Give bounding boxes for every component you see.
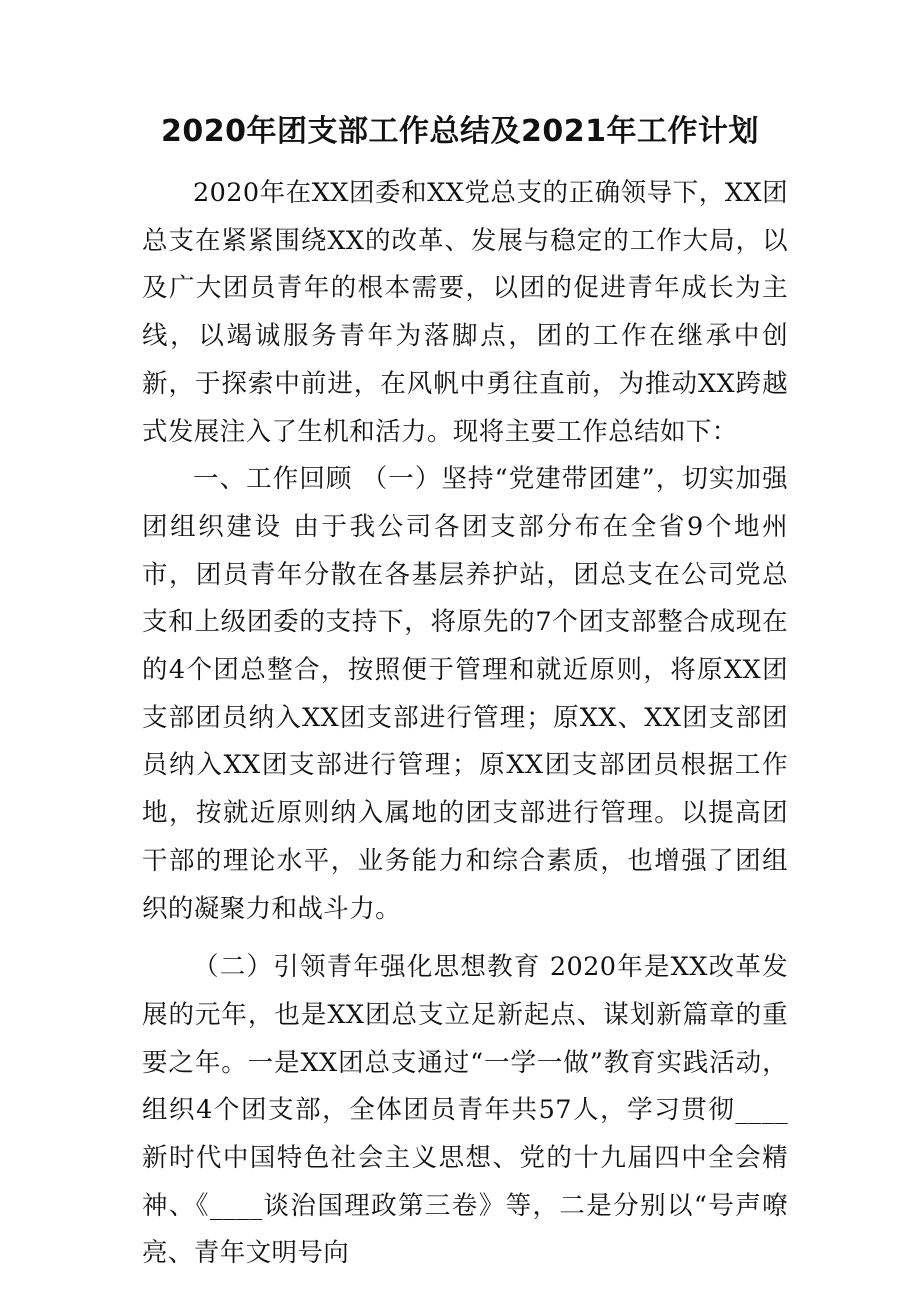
- document-body: [142, 170, 788, 1278]
- paragraph-intro: 2020年在XX团委和XX党总支的正确领导下，XX团总支在紧紧围绕XX的改革、发展与稳定的工作大局，以及广大团员青年的根本需要，以团的促进青年成长为主线，以竭诚服务青年为落脚点，团的工作在继承中创新，于探索中前进，在风帆中勇往直前，为推动XX跨越式发展注入了生机和活力。现将主要工作总结如下：: [142, 178, 788, 447]
- paragraph-work-review: 一、工作回顾 （一）坚持“党建带团建”，切实加强团组织建设 由于我公司各团支部分布在全省9个地州市，团员青年分散在各基层养护站，团总支在公司党总支和上级团委的支持下，将原先的7个团支部整合成现在的4个团总整合，按照便于管理和就近原则，将原XX团支部团员纳入XX团支部进行管理；原XX、XX团支部团员纳入XX团支部进行管理；原XX团支部团员根据工作地，按就近原则纳入属地的团支部进行管理。以提高团干部的理论水平，业务能力和综合素质，也增强了团组织的凝聚力和战斗力。: [142, 464, 788, 924]
- document-title: 2020年团支部工作总结及2021年工作计划: [161, 114, 759, 149]
- paragraph-ideological-education: （二）引领青年强化思想教育 2020年是XX改革发展的元年，也是XX团总支立足新起点、谋划新篇章的重要之年。一是XX团总支通过“一学一做”教育实践活动，组织4个团支部，全体团员青年共57人，学习贯彻____新时代中国特色社会主义思想、党的十九届四中全会精神、《____谈治国理政第三卷》等，二是分别以“号声嘹亮、青年文明号向: [142, 952, 788, 1269]
